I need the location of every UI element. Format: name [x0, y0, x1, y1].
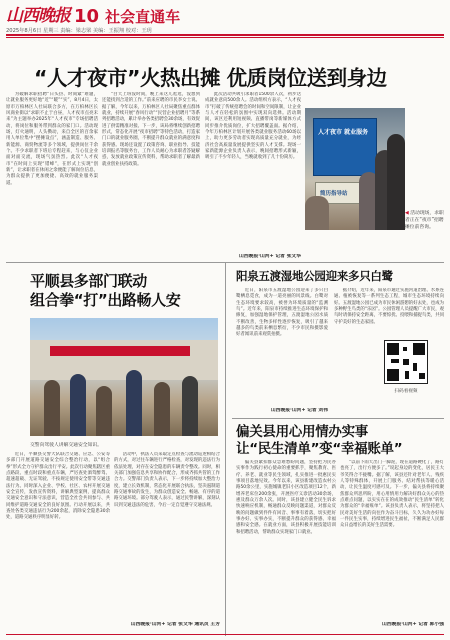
story4-column-2 [340, 460, 444, 620]
story1-column-2 [102, 92, 200, 262]
story3-col1-text: 近日，阳泉市五渡湿地公园迎来了多只白鹭栖息觅食，成为一道亮丽的风景线。白鹭对生态环境要求较高，被誉为环境质量的“监测鸟”。近年来，阳泉市持续推进生态环境保护和修复，加强湿地保护管理，五渡湿地公园水质不断改善，生物多样性逐步恢复，吸引了越来越多的鸟类前来栖息繁衍，不少市民和摄影爱好者闻讯前来观赏拍摄。 [236, 288, 328, 338]
story3-col2-text: 据介绍，近年来，阳泉市通过实施河道治理、水系连通、植被恢复等一系列生态工程，城市生态环境持续向好。五渡湿地公园已成为市民休闲游憩的好去处，也成为多种野生鸟类的“乐园”。公园管理人员提醒广大市民，观鸟时请保持安全距离，不要惊扰、投喂和捕捉鸟类，共同守护美好的生态家园。 [334, 288, 444, 325]
story3-column-1 [236, 288, 328, 408]
story3-byline: 山西晚报·山河+ 记者 刘伟 [270, 408, 328, 413]
photo-person [70, 374, 86, 436]
story4-headline-line2: 让“民生清单”变“幸福账单” [236, 440, 403, 457]
section-title: 社会直通车 [105, 8, 181, 26]
photo-signboard [313, 118, 377, 176]
story2-column-2 [114, 452, 220, 620]
story1-photo [305, 108, 405, 230]
photo-person [387, 134, 405, 230]
masthead-rule [6, 34, 444, 36]
story1-caption [405, 210, 445, 231]
qr-module [419, 373, 425, 379]
qr-finder [387, 343, 399, 355]
story1-caption-text: 活动现场，求职者正在“夜市”招聘摊位前咨询。 [405, 211, 444, 230]
story2-headline [30, 272, 180, 309]
column-divider [225, 262, 226, 636]
photo-person [126, 370, 142, 436]
qr-finder [387, 369, 399, 381]
photo-person [96, 386, 112, 436]
photo-person [154, 382, 170, 436]
photo-banner [50, 346, 190, 356]
qr-module [413, 363, 417, 371]
story1-col2-text: “白天上班没时间，晚上来这儿逛逛，没想到还能找到合适的工作。”前来应聘的市民李女士说。据了解，今年以来，万柏林区人社局聚焦重点群体就业，持续开展“春风行动”“民营企业招聘月”等系列招聘活动，累计举办各类招聘会30余场，有效促进了供需精准对接。下一步，该局将继续创新招聘形式，常态化开展“夜市招聘”等特色活动，打造家门口的就业服务圈，不断提升群众就业的满意度和获得感。现场还设置了政策咨询、职业指导、技能培训报名等服务台，工作人员耐心为求职者答疑解惑，发放就业政策宣传资料，帮助求职者了解最新就业创业扶持政策。 [102, 92, 200, 167]
photo-person [182, 376, 198, 436]
qr-finder [413, 343, 425, 355]
story2-headline-line1: 平顺县多部门联动 [30, 272, 147, 290]
story3-headline: 阳泉五渡湿地公园迎来多只白鹭 [236, 269, 393, 283]
qr-label: 扫码看视频 [394, 389, 418, 394]
story1-col1-text: 为破解求职招聘“日头热、时间紧”难题，让就业服务更好地“近”“暖”“实”，8月4日，太原市万柏林区人社局联合多方，在万柏林区长风商业街以“求职不止于白昼，人才夜市点亮未来”为主题举办2025年“人才夜市”专场招聘活动，将岗位和服务带到群众的家门口。活动现场，灯火通明，人头攒动，来自全区的百余家用人单位集中“摆摊设点”，涵盖制造、服务、新能源、商贸物流等多个领域，提供岗位千余个。不少求职者下班后专程赶来，与心仪企业面对面交流，现场气氛热烈。此次“人才夜市”在时间上实现“错峰”，在形式上实现“创新”，让求职者在休闲之余便能了解岗位信息，为群众提供了更加便捷、高效的就业服务渠道。 [6, 92, 98, 186]
story1-column-3 [205, 92, 301, 252]
masthead-rule-thin [6, 37, 444, 38]
bottom-rule [6, 634, 444, 635]
section-divider [232, 418, 444, 419]
qr-module [403, 347, 407, 351]
story2-column-1 [6, 452, 110, 630]
story1-headline: “人才夜市”火热出摊 优质岗位送到身边 [34, 66, 387, 90]
story2-caption: 交警向驾驶人讲解交通安全知识。 [30, 443, 102, 448]
photo-person [305, 196, 329, 230]
qr-module [391, 359, 399, 363]
story2-headline-line2: 组合拳“打”出路畅人安 [30, 290, 181, 309]
qr-code-icon[interactable] [384, 340, 428, 384]
story1-column-1 [6, 92, 98, 262]
story4-byline: 山西晚报·山河+ 记者 郭小强 [382, 622, 444, 627]
photo-signboard-2-text: 简历指导站 [320, 191, 348, 197]
story4-headline [236, 424, 402, 457]
masthead [6, 4, 180, 26]
story1-byline: 山西晚报·山河+ 记者 张文华 [239, 254, 301, 259]
story2-photo [30, 318, 218, 436]
story4-headline-line1: 偏关县用心用情办实事 [236, 424, 368, 440]
photo-person [44, 380, 60, 436]
story2-col1-text: 近日，平顺县交警大队联合交通、应急、公安等多部门开展道路交通安全综合整治行动，以“组合拳”形式全力守护群众出行平安。此次行动聚焦辖区重点路段、重点时段和重点车辆，严厉查处酒驾醉驾、超速超载、无证驾驶、不按规定使用安全带等交通违法行为。同时深入企业、学校、社区、农村开展交通安全宣传，发放宣传资料，讲解典型案例，提高群众交通安全意识和守法意识，营造全社会共同参与、共同维护道路交通安全的良好氛围。行动开展以来，共查处各类交通违法行为200余起，消除安全隐患30余处，道路交通秩序明显好转。 [6, 452, 110, 521]
story3-column-2 [334, 288, 444, 336]
dateline: 2025年8月6日 星期三 责编：梁志梁 美编：王振翔 校对：王玥 [6, 28, 152, 34]
story4-col1-text: 偏关县紧扣群众急难愁盼问题，坚持把为民办实事作为践行初心使命的重要抓手，聚焦教育、医疗、养老、就业等民生领域，扎实推进一批惠民实事项目落地见效。今年以来，该县新建改造农村公路50余公里，实施城镇老旧小区改造项目12个，新增养老床位200余张，开展医疗义诊活动30余场，惠及群众万余人次。同时，该县建立健全民生诉求快速响应机制，畅通群众反映问题渠道，对群众反映的问题做到件件有回音、事事有着落，切实把好事办好、实事办实，不断提升群众的获得感、幸福感和安全感。在就业方面，该县积极开展技能培训和招聘活动，帮助群众实现家门口就业。 [236, 460, 336, 535]
story2-col2-text: 活动中，执法人员采取定点检查与流动巡逻相结合的方式，对过往车辆进行严格检查，对发现的违法行为依法处理，对存在安全隐患的车辆责令整改。同时，相关部门加强信息共享和协作配合，形成齐抓共管的工作合力。交警部门负责人表示，下一步将持续加大整治力度，建立长效机制，常态化开展联合执法，坚决遏制道路交通事故的发生，为群众创造安全、畅通、有序的道路交通环境。部分驾驶人表示，通过民警讲解，深刻认识到交通违法的危害，今后一定自觉遵守交通法规。 [114, 452, 220, 508]
caption-marker-icon: ◀ [405, 211, 409, 216]
story1-col3-text: 此次活动共吸引求职者1500余人次，初步达成就业意向500余人。活动组织方表示，“人才夜市”打破了传统招聘会的时间和空间限制，让企业与人才在轻松的氛围中实现双向选择。活动期间，该区还利用短视频、直播带岗等新媒体方式同步推介优质岗位，扩大招聘覆盖面。据介绍，今年万柏林区计划开展各类就业服务活动60场以上，助力更多劳动者实现高质量充分就业，为经济社会高质量发展提供坚实的人才支撑。现场一家新能源企业负责人表示，晚间招聘形式新颖，吸引了不少年轻人，当晚就收到了几十份简历。 [205, 92, 301, 161]
photo-signboard-text: 人才夜市 就业服务 [318, 129, 369, 136]
qr-module [405, 371, 409, 379]
qr-module [403, 359, 409, 365]
newspaper-logo: 山西晚报 [6, 6, 70, 26]
story2-byline: 山西晚报·山河+ 记者 张文华 通讯员 王芳 [130, 622, 220, 627]
story4-col2-text: “以前下雨天出门一脚泥，现在道路硬化了，路灯也亮了，出行方便多了。”说起身边的变化，居民王大爷笑得合不拢嘴。据了解，该县还针对老年人、残疾人等特殊群体，开展上门服务、结对帮扶等暖心活动，让民生温度可感可及。下一步，偏关县将持续聚焦群众所思所盼，用心用情用力解决好群众关心的热点难点问题，以实实在在的成效推动“民生清单”转化为群众的“幸福账单”。该县负责人表示，将坚持把人民对美好生活的向往作为奋斗目标，久久为功办好每一件民生实事，持续增进民生福祉，不断满足人民群众日益增长的美好生活需要。 [340, 460, 444, 529]
page-number: 10 [74, 6, 100, 27]
story4-column-1 [236, 460, 336, 630]
